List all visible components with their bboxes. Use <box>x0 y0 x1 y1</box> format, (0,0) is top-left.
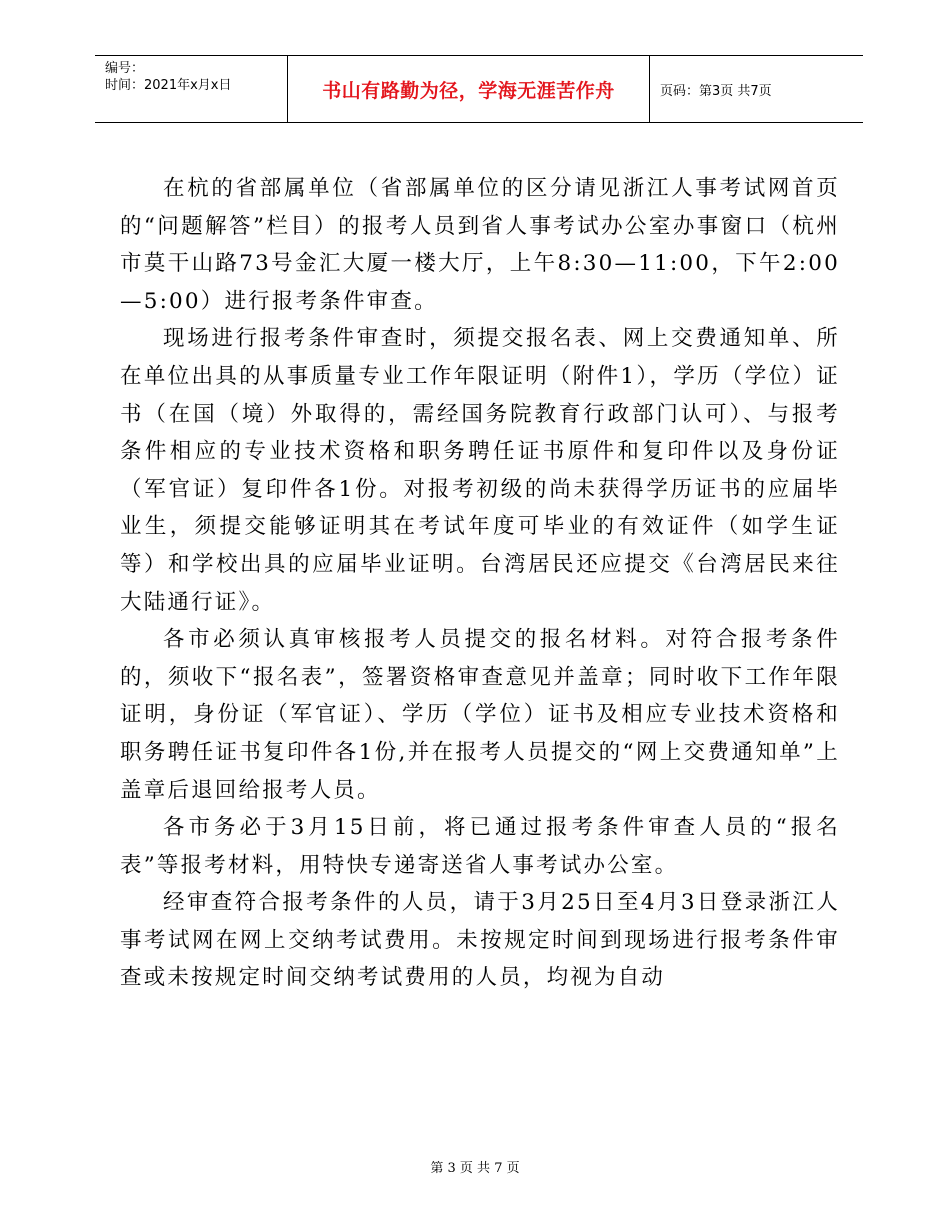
header-page-info: 页码：第3页 共7页 <box>660 83 772 99</box>
document-number-label: 编号： <box>105 61 145 76</box>
header-motto-cell <box>288 56 650 122</box>
header-meta <box>95 56 288 122</box>
paragraph-5: 经审查符合报考条件的人员，请于3月25日至4月3日登录浙江人事考试网在网上交纳考试费用。未按规定时间到现场进行报考条件审查或未按规定时间交纳考试费用的人员，均视为自动 <box>120 890 840 991</box>
document-body <box>120 170 840 997</box>
document-time-label: 时间：2021年x月x日 <box>105 78 232 93</box>
paragraph-3: 各市必须认真审核报考人员提交的报名材料。对符合报考条件的，须收下“报名表”，签署资格审查意见并盖章；同时收下工作年限证明，身份证（军官证）、学历（学位）证书及相应专业技术资格和职务聘任证书复印件各1份,并在报考人员提交的“网上交费通知单”上盖章后退回给报考人员。 <box>120 627 840 803</box>
paragraph-1: 在杭的省部属单位（省部属单位的区分请见浙江人事考试网首页的“问题解答”栏目）的报考人员到省人事考试办公室办事窗口（杭州市莫干山路73号金汇大厦一楼大厅，上午8:30—11:00，下午2:00—5:00）进行报考条件审查。 <box>120 176 840 314</box>
paragraph-4: 各市务必于3月15日前，将已通过报考条件审查人员的“报名表”等报考材料，用特快专递寄送省人事考试办公室。 <box>120 815 840 878</box>
paragraph-2: 现场进行报考条件审查时，须提交报名表、网上交费通知单、所在单位出具的从事质量专业工作年限证明（附件1），学历（学位）证书（在国（境）外取得的，需经国务院教育行政部门认可）、与报考条件相应的专业技术资格和职务聘任证书原件和复印件以及身份证（军官证）复印件各1份。对报考初级的尚未获得学历证书的应届毕业生，须提交能够证明其在考试年度可毕业的有效证件（如学生证等）和学校出具的应届毕业证明。台湾居民还应提交《台湾居民来往大陆通行证》。 <box>120 326 840 615</box>
page-footer: 第 3 页 共 7 页 <box>430 1161 520 1176</box>
header-motto: 书山有路勤为径，学海无涯苦作舟 <box>322 79 615 102</box>
page-header <box>95 55 863 123</box>
